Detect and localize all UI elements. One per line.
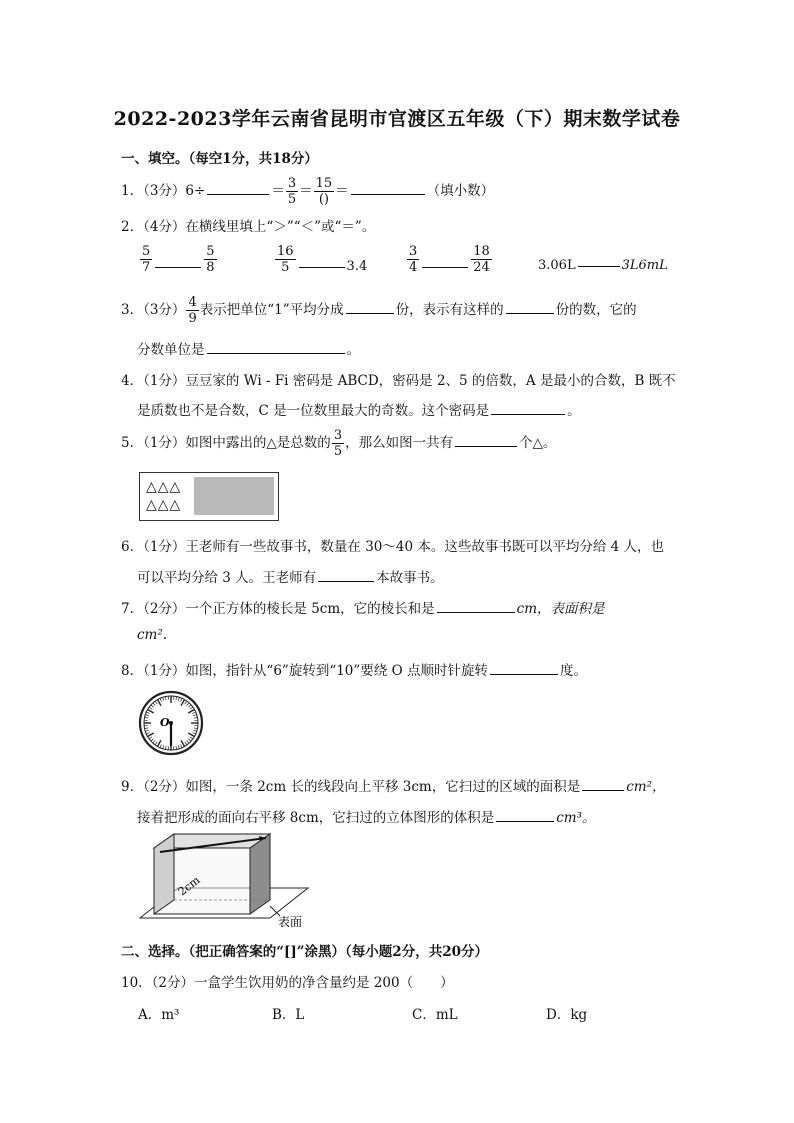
question-6-line-1: 6．（1分）王老师有一些故事书，数量在 30～40 本。这些故事书既可以平均分给 4 人，也	[121, 539, 665, 555]
visible-triangles: △△△ △△△	[146, 479, 182, 513]
q3-blank-2[interactable]	[506, 299, 554, 314]
question-7-line-2: cm².	[137, 627, 168, 643]
q1-blank-2[interactable]	[351, 180, 425, 195]
q1-fraction-1: $\frac{3}{5}$	[287, 176, 297, 207]
q9-blank-1[interactable]	[582, 776, 624, 791]
q7-blank-1[interactable]	[437, 598, 515, 613]
q6-blank[interactable]	[318, 567, 374, 582]
page-title: 2022-2023学年云南省昆明市官渡区五年级（下）期末数学试卷	[113, 108, 681, 130]
q2-blank-4[interactable]	[578, 265, 620, 267]
covered-area	[194, 477, 274, 515]
question-4-line-2: 是质数也不是合数，C 是一位数里最大的奇数。这个密码是 。	[137, 399, 581, 419]
length-label: 2cm	[175, 873, 203, 899]
q4-blank[interactable]	[491, 400, 565, 415]
section2-heading: 二、选择。（把正确答案的“[]”涂黑）（每小题2分，共20分）	[121, 944, 488, 960]
question-1	[121, 176, 494, 207]
question-3-line-2: 分数单位是 。	[137, 338, 360, 358]
q2-compare-1: $\frac{5}{7}$ $\frac{5}{8}$	[142, 244, 215, 275]
question-5: 5．（1分）如图中露出的△是总数的 $\frac{3}{5}$ ，那么如图一共有 个△。	[121, 428, 557, 459]
q1-prefix: 1．（3分）6÷	[121, 183, 206, 199]
question-9-line-1: 9．（2分）如图，一条 2cm 长的线段向上平移 3cm，它扫过的区域的面积是 cm²，	[121, 775, 666, 795]
q3-blank-3[interactable]	[207, 339, 345, 354]
q2-blank-2[interactable]	[299, 266, 345, 268]
q9-blank-2[interactable]	[496, 807, 554, 822]
question-9-line-2: 接着把形成的面向右平移 8cm，它扫过的立体图形的体积是 cm³。	[137, 806, 596, 826]
q8-blank[interactable]	[490, 660, 558, 675]
clock-center-label: O	[160, 716, 170, 729]
section1-heading: 一、填空。（每空1分，共18分）	[121, 151, 318, 167]
question-10: 10．（2分）一盒学生饮用奶的净含量约是 200（ ）	[121, 975, 454, 991]
q2-compare-3: $\frac{3}{4}$ $\frac{18}{24}$	[409, 244, 490, 275]
triangle-figure	[139, 472, 279, 521]
question-3: 3．（3分） $\frac{4}{9}$ 表示把单位“1”平均分成 份，表示有这样的 份的数，它的	[121, 295, 637, 326]
q3-blank-1[interactable]	[346, 299, 394, 314]
q1-fraction-2: $\frac{15}{()}$	[315, 176, 333, 207]
q10-option-c[interactable]: C．mL	[412, 1007, 458, 1023]
question-7-line-1: 7．（2分）一个正方体的棱长是 5cm，它的棱长和是 cm，表面积是	[121, 597, 605, 617]
q1-suffix: （填小数）	[426, 183, 495, 199]
q10-option-d[interactable]: D．kg	[546, 1007, 588, 1023]
q1-equals-1: ＝	[271, 183, 285, 199]
q2-blank-3[interactable]	[422, 266, 468, 268]
q2-blank-1[interactable]	[155, 266, 201, 268]
q5-blank[interactable]	[455, 432, 517, 447]
q1-equals-2: ＝	[299, 183, 313, 199]
q1-equals-3: ＝	[335, 183, 349, 199]
q10-option-b[interactable]: B．L	[272, 1007, 305, 1023]
q1-blank-1[interactable]	[207, 180, 269, 195]
question-6-line-2: 可以平均分给 3 人。王老师有 本故事书。	[137, 566, 444, 586]
q2-compare-2: $\frac{16}{5}$ 3.4	[277, 244, 368, 275]
prism-figure	[138, 830, 318, 930]
clock-figure	[138, 690, 204, 756]
q10-option-a[interactable]: A．m³	[138, 1007, 180, 1023]
surface-label: 表面	[278, 915, 303, 929]
question-2-text: 2．（4分）在横线里填上“＞”“＜”或“＝”。	[121, 219, 376, 235]
question-4-line-1: 4．（1分）豆豆家的 Wi - Fi 密码是 ABCD，密码是 2、5 的倍数，A 是最小的合数，B 既不	[121, 373, 676, 389]
question-8: 8．（1分）如图，指针从“6”旋转到“10”要绕 O 点顺时针旋转 度。	[121, 659, 587, 679]
q2-compare-4: 3.06L 3L6mL	[538, 258, 668, 273]
